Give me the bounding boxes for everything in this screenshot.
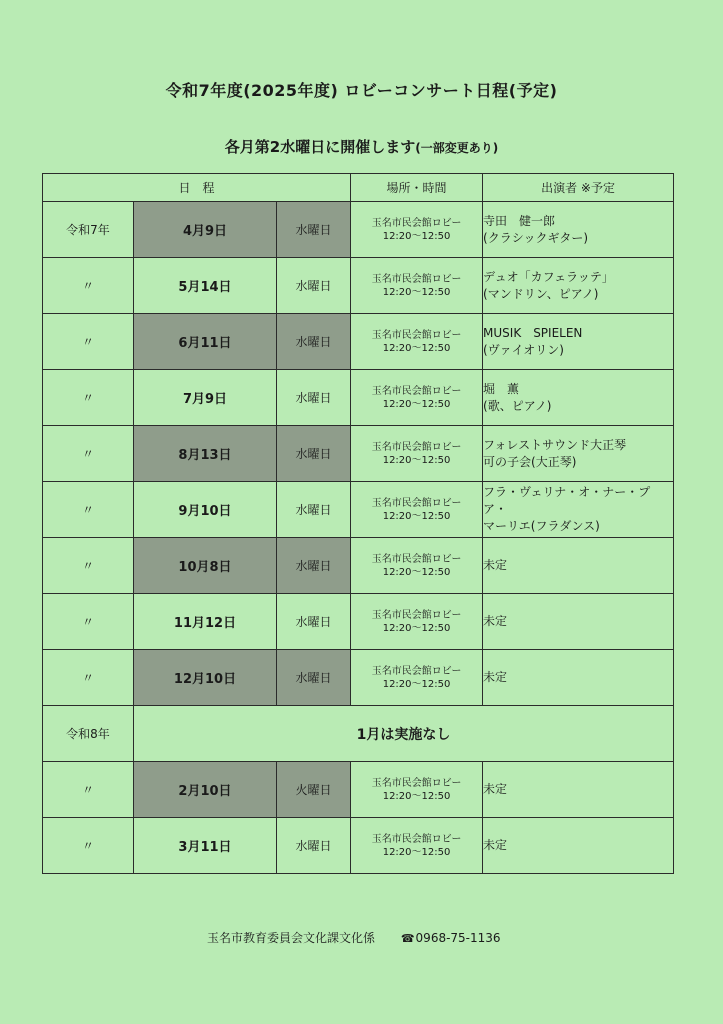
phone-number: 0968-75-1136 bbox=[415, 931, 501, 945]
table-row bbox=[43, 258, 674, 314]
row-time: 12:20〜12:50 bbox=[382, 286, 451, 298]
row-year: 〃 bbox=[43, 482, 134, 538]
row-weekday: 水曜日 bbox=[277, 426, 351, 482]
no-event-note: 1月は実施なし bbox=[134, 706, 674, 762]
row-date: 6月11日 bbox=[134, 314, 277, 370]
row-place-time bbox=[351, 258, 483, 314]
row-performer bbox=[483, 370, 674, 426]
table-row bbox=[43, 650, 674, 706]
row-time: 12:20〜12:50 bbox=[382, 230, 451, 242]
row-performer-line1: MUSIK SPIELEN bbox=[483, 325, 583, 340]
row-date: 5月14日 bbox=[134, 258, 277, 314]
row-year: 〃 bbox=[43, 426, 134, 482]
row-performer bbox=[483, 818, 674, 874]
row-place: 玉名市民会館ロビー bbox=[371, 273, 462, 285]
row-date: 2月10日 bbox=[134, 762, 277, 818]
table-row bbox=[43, 370, 674, 426]
row-place-time bbox=[351, 818, 483, 874]
row-place: 玉名市民会館ロビー bbox=[371, 833, 462, 845]
row-date: 3月11日 bbox=[134, 818, 277, 874]
row-performer-line1: 未定 bbox=[483, 614, 508, 628]
table-header-row bbox=[43, 174, 674, 202]
row-place: 玉名市民会館ロビー bbox=[371, 385, 462, 397]
row-date: 12月10日 bbox=[134, 650, 277, 706]
row-weekday: 水曜日 bbox=[277, 538, 351, 594]
row-performer-line1: フラ・ヴェリナ・オ・ナー・プア・ bbox=[483, 485, 651, 516]
row-performer bbox=[483, 202, 674, 258]
row-year: 〃 bbox=[43, 594, 134, 650]
row-date: 9月10日 bbox=[134, 482, 277, 538]
table-row bbox=[43, 538, 674, 594]
subtitle-note: (一部変更あり) bbox=[415, 141, 499, 155]
row-place-time bbox=[351, 202, 483, 258]
row-performer bbox=[483, 314, 674, 370]
row-time: 12:20〜12:50 bbox=[382, 846, 451, 858]
row-weekday: 水曜日 bbox=[277, 202, 351, 258]
row-performer-line2: マーリエ(フラダンス) bbox=[483, 519, 600, 533]
row-performer bbox=[483, 258, 674, 314]
row-weekday: 火曜日 bbox=[277, 762, 351, 818]
row-weekday: 水曜日 bbox=[277, 314, 351, 370]
row-place: 玉名市民会館ロビー bbox=[371, 777, 462, 789]
table-row bbox=[43, 594, 674, 650]
row-performer-line1: 未定 bbox=[483, 782, 508, 796]
row-performer-line1: デュオ「カフェラッテ」 bbox=[483, 269, 614, 284]
table-row bbox=[43, 762, 674, 818]
row-weekday: 水曜日 bbox=[277, 482, 351, 538]
row-place: 玉名市民会館ロビー bbox=[371, 497, 462, 509]
row-performer-line1: 堀 薫 bbox=[483, 381, 520, 396]
row-time: 12:20〜12:50 bbox=[382, 622, 451, 634]
row-performer-line1: 寺田 健一郎 bbox=[483, 213, 556, 228]
row-performer bbox=[483, 426, 674, 482]
table-row bbox=[43, 426, 674, 482]
row-year: 〃 bbox=[43, 538, 134, 594]
table-row bbox=[43, 202, 674, 258]
row-year: 令和8年 bbox=[43, 706, 134, 762]
row-year: 〃 bbox=[43, 818, 134, 874]
row-weekday: 水曜日 bbox=[277, 650, 351, 706]
row-performer-line1: 未定 bbox=[483, 558, 508, 572]
table-row bbox=[43, 314, 674, 370]
row-place: 玉名市民会館ロビー bbox=[371, 217, 462, 229]
row-date: 4月9日 bbox=[134, 202, 277, 258]
row-performer-line2: (ヴァイオリン) bbox=[483, 342, 564, 357]
footer bbox=[207, 929, 501, 946]
row-performer-line2: 可の子会(大正琴) bbox=[483, 454, 577, 469]
page-subtitle bbox=[0, 136, 723, 157]
row-performer-line2: (歌、ピアノ) bbox=[483, 398, 552, 413]
row-performer bbox=[483, 594, 674, 650]
row-time: 12:20〜12:50 bbox=[382, 566, 451, 578]
row-weekday: 水曜日 bbox=[277, 258, 351, 314]
row-performer-line2: (クラシックギター) bbox=[483, 230, 589, 245]
table-row-note bbox=[43, 706, 674, 762]
row-time: 12:20〜12:50 bbox=[382, 342, 451, 354]
column-header-date: 日 程 bbox=[43, 174, 351, 202]
row-date: 8月13日 bbox=[134, 426, 277, 482]
row-performer bbox=[483, 650, 674, 706]
row-year: 〃 bbox=[43, 650, 134, 706]
row-place: 玉名市民会館ロビー bbox=[371, 329, 462, 341]
row-time: 12:20〜12:50 bbox=[382, 678, 451, 690]
row-performer bbox=[483, 482, 674, 538]
page-title: 令和7年度(2025年度) ロビーコンサート日程(予定) bbox=[165, 81, 558, 100]
row-place-time bbox=[351, 370, 483, 426]
row-performer-line1: 未定 bbox=[483, 670, 508, 684]
table-row bbox=[43, 818, 674, 874]
subtitle-main: 各月第2水曜日に開催します bbox=[224, 138, 416, 156]
footer-org: 玉名市教育委員会文化課文化係 bbox=[207, 931, 376, 945]
row-time: 12:20〜12:50 bbox=[382, 510, 451, 522]
row-year: 〃 bbox=[43, 314, 134, 370]
row-place-time bbox=[351, 314, 483, 370]
row-place-time bbox=[351, 538, 483, 594]
column-header-performer: 出演者 ※予定 bbox=[483, 174, 674, 202]
row-place-time bbox=[351, 594, 483, 650]
footer-phone bbox=[401, 931, 501, 945]
row-year: 令和7年 bbox=[43, 202, 134, 258]
row-place-time bbox=[351, 762, 483, 818]
row-year: 〃 bbox=[43, 370, 134, 426]
row-performer bbox=[483, 762, 674, 818]
row-time: 12:20〜12:50 bbox=[382, 790, 451, 802]
row-time: 12:20〜12:50 bbox=[382, 454, 451, 466]
row-weekday: 水曜日 bbox=[277, 818, 351, 874]
row-year: 〃 bbox=[43, 258, 134, 314]
row-performer-line2: (マンドリン、ピアノ) bbox=[483, 286, 599, 301]
row-time: 12:20〜12:50 bbox=[382, 398, 451, 410]
row-place: 玉名市民会館ロビー bbox=[371, 609, 462, 621]
row-date: 11月12日 bbox=[134, 594, 277, 650]
row-place-time bbox=[351, 482, 483, 538]
row-performer-line1: 未定 bbox=[483, 838, 508, 852]
row-place-time bbox=[351, 650, 483, 706]
row-place: 玉名市民会館ロビー bbox=[371, 665, 462, 677]
row-date: 7月9日 bbox=[134, 370, 277, 426]
row-year: 〃 bbox=[43, 762, 134, 818]
row-date: 10月8日 bbox=[134, 538, 277, 594]
phone-icon: ☎ bbox=[400, 932, 415, 945]
row-performer-line1: フォレストサウンド大正琴 bbox=[483, 437, 627, 452]
row-place-time bbox=[351, 426, 483, 482]
row-weekday: 水曜日 bbox=[277, 370, 351, 426]
row-place: 玉名市民会館ロビー bbox=[371, 441, 462, 453]
column-header-place: 場所・時間 bbox=[351, 174, 483, 202]
row-place: 玉名市民会館ロビー bbox=[371, 553, 462, 565]
table-row bbox=[43, 482, 674, 538]
row-weekday: 水曜日 bbox=[277, 594, 351, 650]
schedule-table bbox=[42, 173, 674, 874]
row-performer bbox=[483, 538, 674, 594]
